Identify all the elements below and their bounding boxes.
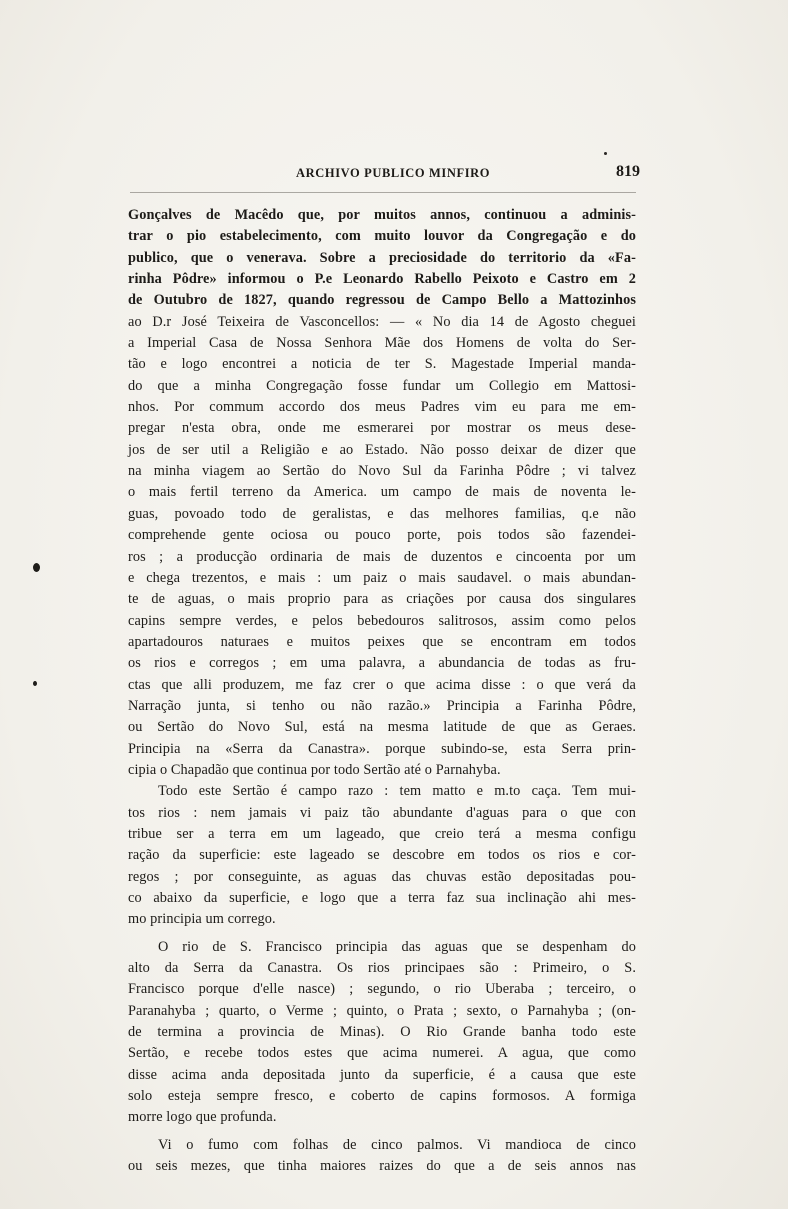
text-line: Todo este Sertão é campo razo : tem matto e m.to caça. Tem mui- [158,783,636,800]
text-line: Narração junta, si tenho ou não razão.» Principia a Farinha Pôdre, [128,697,636,714]
text-line: a Imperial Casa de Nossa Senhora Mãe dos Homens de volta do Ser- [128,335,636,352]
text-line: O rio de S. Francisco principia das aguas que se despenham do [158,938,636,955]
text-line: apartadouros naturaes e muitos peixes que se encontram em todos [128,633,636,650]
text-line: tos rios : nem jamais vi paiz tão abundante d'aguas para o que con [128,804,636,821]
paragraph [128,205,636,781]
text-line: mo principia um corrego. [128,911,276,928]
margin-ink-mark [33,563,40,572]
text-line: de termina a provincia de Minas). O Rio Grande banha todo este [128,1024,636,1041]
text-line: jos de ser util a Religião e ao Estado. Não posso deixar de dizer que [128,441,636,458]
text-line: publico, que o venerava. Sobre a preciosidade do territorio da «Fa- [128,249,636,266]
text-line: Francisco porque d'elle nasce) ; segundo, o rio Uberaba ; terceiro, o [128,981,636,998]
text-line: Gonçalves de Macêdo que, por muitos annos, continuou a adminis- [128,207,636,223]
text-line: disse acima anda depositada junto da superficie, é a causa que este [128,1066,636,1083]
text-line: morre logo que profunda. [128,1109,277,1126]
print-speck [604,152,607,155]
text-line: trar o pio estabelecimento, com muito louvor da Congregação e do [128,228,636,245]
paragraph [128,1135,636,1178]
text-line: ros ; a producção ordinaria de mais de duzentos e cincoenta por um [128,548,636,565]
text-line: rinha Pôdre» informou o P.e Leonardo Rabello Peixoto e Castro em 2 [128,271,636,288]
text-line: Principia na «Serra da Canastra». porque subindo-se, esta Serra prin- [128,740,636,757]
text-line: tribue ser a terra em um lageado, que creio terá a mesma configu [128,825,636,842]
text-line: comprehende gente ociosa ou pouco porte, pois todos são fazendei- [128,527,636,544]
text-line: Paranahyba ; quarto, o Verme ; quinto, o Prata ; sexto, o Parnahyba ; (on- [128,1002,636,1019]
text-line: ctas que alli produzem, me faz crer o que acima disse : o que verá da [128,676,636,693]
text-line: ou Sertão do Novo Sul, está na mesma latitude de que as Geraes. [128,719,636,736]
text-line: cipia o Chapadão que continua por todo Sertão até o Parnahyba. [128,761,501,778]
margin-ink-mark [33,681,37,686]
header-rule [130,192,636,193]
text-line: os rios e corregos ; em uma palavra, a abundancia de todas as fru- [128,655,636,672]
text-line: guas, povoado todo de geralistas, e das melhores familias, q.e não [128,505,636,522]
text-line: de Outubro de 1827, quando regressou de Campo Bello a Mattozinhos [128,292,636,309]
text-line: e chega trezentos, e mais : um paiz o mais saudavel. o mais abundan- [128,569,636,586]
text-line: Vi o fumo com folhas de cinco palmos. Vi mandioca de cinco [158,1136,636,1153]
text-line: regos ; por conseguinte, as aguas das chuvas estão depositadas pou- [128,868,636,885]
text-line: o mais fertil terreno da America. um campo de mais de noventa le- [128,484,636,501]
text-line: ao D.r José Teixeira de Vasconcellos: — « No dia 14 de Agosto cheguei [128,313,636,330]
text-line: capins sempre verdes, e pelos bebedouros salitrosos, assim como pelos [128,612,636,629]
text-line: ou seis mezes, que tinha maiores raizes do que a de seis annos nas [128,1158,636,1175]
text-line: te de aguas, o mais proprio para as criações por causa dos singulares [128,591,636,608]
text-line: tão e logo encontrei a noticia de ter S. Magestade Imperial manda- [128,356,636,373]
text-line: na minha viagem ao Sertão do Novo Sul da Farinha Pôdre ; vi talvez [128,463,636,480]
paragraph [128,937,636,1129]
text-line: solo esteja sempre fresco, e coberto de capins formosos. A formiga [128,1088,636,1105]
text-line: alto da Serra da Canastra. Os rios principaes são : Primeiro, o S. [128,960,636,977]
text-line: co abaixo da superficie, e logo que a terra faz sua inclinação ahi mes- [128,890,636,906]
page-number: 819 [616,163,640,180]
paragraph [128,781,636,930]
text-line: do que a minha Congregação fosse fundar um Collegio em Mattosi- [128,377,636,394]
body-text [128,205,636,1177]
running-header: ARCHIVO PUBLICO MINFIRO [296,166,491,180]
text-line: pregar n'esta obra, onde me esmerarei por mostrar os meus dese- [128,420,636,437]
text-line: nhos. Por commum accordo dos meus Padres vim eu para me em- [128,399,636,416]
text-line: ração da superficie: este lageado se descobre em todos os rios e cor- [128,847,636,864]
text-line: Sertão, e recebe todos estes que acima numerei. A agua, que como [128,1045,636,1062]
